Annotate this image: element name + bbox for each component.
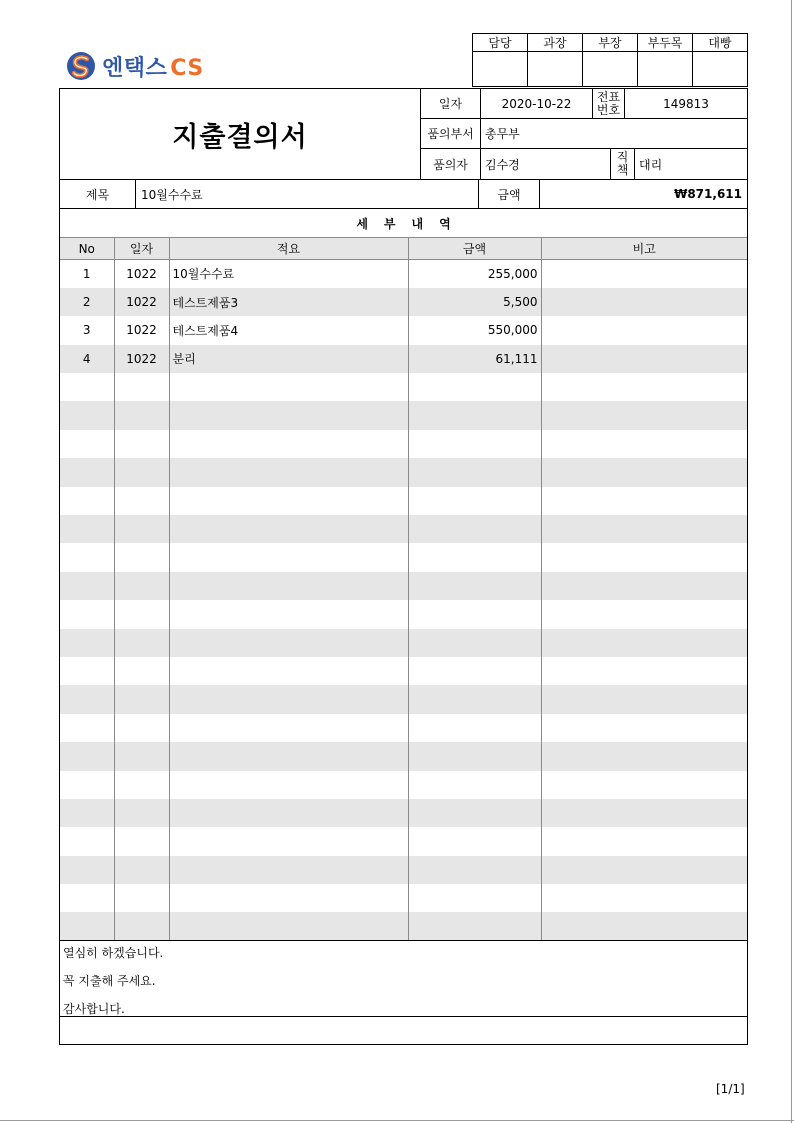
table-row <box>60 430 747 458</box>
table-row <box>60 515 747 543</box>
table-row <box>60 458 747 486</box>
remark-line: 꼭 지출해 주세요. <box>63 974 156 988</box>
row-note <box>541 827 747 855</box>
details-title: 세부내역 <box>60 208 747 237</box>
subject-label: 제목 <box>85 187 110 202</box>
row-note <box>541 799 747 827</box>
column-header: 일자 <box>114 238 169 260</box>
row-date <box>114 487 169 515</box>
approval-signature-cell[interactable] <box>583 52 638 87</box>
approval-box <box>472 33 748 87</box>
position-label: 직 책 <box>616 150 629 177</box>
row-date <box>114 629 169 657</box>
table-row <box>60 771 747 799</box>
row-note <box>541 657 747 685</box>
logo-korean: 엔택스 <box>102 55 168 81</box>
approval-header: 부장 <box>583 34 638 52</box>
row-amount: 5,500 <box>408 288 541 316</box>
table-row <box>60 572 747 600</box>
row-description <box>169 856 408 884</box>
row-note <box>541 543 747 571</box>
row-amount <box>408 827 541 855</box>
requester-value: 김수경 <box>485 157 520 172</box>
footer-row <box>59 1016 748 1045</box>
row-no: 1 <box>82 266 91 281</box>
table-row <box>60 799 747 827</box>
table-row <box>60 260 747 288</box>
row-no <box>60 373 114 401</box>
row-amount <box>408 572 541 600</box>
row-date <box>114 515 169 543</box>
date-label: 일자 <box>438 97 463 111</box>
row-date: 1022 <box>114 316 169 344</box>
row-note <box>541 487 747 515</box>
row-description: 분리 <box>169 345 408 373</box>
row-no <box>60 771 114 799</box>
row-description <box>169 373 408 401</box>
row-amount <box>408 600 541 628</box>
row-description: 10월수수료 <box>169 260 408 288</box>
date-value: 2020-10-22 <box>501 96 572 111</box>
table-row <box>60 856 747 884</box>
row-date: 1022 <box>114 288 169 316</box>
row-no <box>60 742 114 770</box>
row-description <box>169 657 408 685</box>
row-note <box>541 600 747 628</box>
row-date <box>114 373 169 401</box>
s-swirl-logo-icon <box>66 51 96 81</box>
row-no <box>60 657 114 685</box>
row-description <box>169 714 408 742</box>
details-table <box>60 237 747 941</box>
row-date <box>114 771 169 799</box>
remark-line: 열심히 하겠습니다. <box>63 946 164 960</box>
row-no <box>60 572 114 600</box>
row-note <box>541 288 747 316</box>
row-date <box>114 685 169 713</box>
table-row <box>60 600 747 628</box>
row-amount: 61,111 <box>408 345 541 373</box>
row-note <box>541 856 747 884</box>
dept-label: 품의부서 <box>427 127 474 141</box>
row-no: 2 <box>60 288 114 316</box>
row-description <box>169 629 408 657</box>
dept-value: 총무부 <box>485 127 520 141</box>
row-note <box>541 316 747 344</box>
table-row <box>60 629 747 657</box>
row-no <box>60 430 114 458</box>
row-no <box>60 600 114 628</box>
table-row <box>60 316 747 344</box>
row-note <box>541 430 747 458</box>
row-description <box>169 799 408 827</box>
row-amount <box>408 458 541 486</box>
row-note <box>541 373 747 401</box>
table-row <box>60 714 747 742</box>
row-date <box>114 572 169 600</box>
row-no <box>60 515 114 543</box>
row-no <box>60 714 114 742</box>
document-header <box>59 88 748 180</box>
column-header: 비고 <box>541 238 747 260</box>
approval-header: 부두목 <box>638 34 693 52</box>
row-description <box>169 685 408 713</box>
table-row <box>60 487 747 515</box>
row-amount <box>408 487 541 515</box>
approval-header: 과장 <box>528 34 583 52</box>
approval-header: 대빵 <box>693 34 748 52</box>
row-amount <box>408 629 541 657</box>
row-date <box>114 912 169 940</box>
column-header: 금액 <box>408 238 541 260</box>
row-date: 1022 <box>114 260 169 288</box>
row-no <box>60 685 114 713</box>
row-amount <box>408 771 541 799</box>
row-no <box>60 458 114 486</box>
row-description <box>169 543 408 571</box>
table-row <box>60 401 747 429</box>
row-description <box>169 742 408 770</box>
row-description <box>169 572 408 600</box>
row-amount <box>408 884 541 912</box>
details-section <box>59 208 748 941</box>
subject-value: 10월수수료 <box>141 187 203 202</box>
approval-header: 담당 <box>473 34 528 52</box>
row-note <box>541 458 747 486</box>
position-value: 대리 <box>639 157 663 172</box>
voucher-label: 전표 번호 <box>596 89 621 117</box>
table-row <box>60 912 747 940</box>
row-note <box>541 912 747 940</box>
row-no <box>60 799 114 827</box>
row-note <box>541 260 747 288</box>
row-description <box>169 827 408 855</box>
approval-signature-cell[interactable] <box>528 52 583 87</box>
table-row <box>60 373 747 401</box>
row-amount <box>408 543 541 571</box>
row-note <box>541 401 747 429</box>
row-description <box>169 401 408 429</box>
table-row <box>60 685 747 713</box>
approval-signature-cell[interactable] <box>638 52 693 87</box>
row-date <box>114 543 169 571</box>
row-date <box>114 827 169 855</box>
row-date: 1022 <box>114 345 169 373</box>
table-row <box>60 657 747 685</box>
table-row <box>60 884 747 912</box>
row-description: 테스트제품3 <box>169 288 408 316</box>
row-description <box>169 487 408 515</box>
row-note <box>541 884 747 912</box>
row-date <box>114 600 169 628</box>
remark-line: 감사합니다. <box>63 1002 125 1016</box>
table-row <box>60 288 747 316</box>
row-amount <box>408 515 541 543</box>
row-no <box>60 912 114 940</box>
row-description <box>169 600 408 628</box>
row-description <box>169 912 408 940</box>
row-date <box>114 856 169 884</box>
table-row <box>60 742 747 770</box>
row-description <box>169 458 408 486</box>
row-amount <box>408 912 541 940</box>
row-date <box>114 799 169 827</box>
logo-cs: CS <box>170 55 204 81</box>
row-date <box>114 884 169 912</box>
row-amount <box>408 856 541 884</box>
table-row <box>60 827 747 855</box>
column-header: 적요 <box>169 238 408 260</box>
row-amount: 255,000 <box>408 260 541 288</box>
table-header-row <box>60 238 747 260</box>
column-header: No <box>60 238 114 260</box>
row-date <box>114 430 169 458</box>
total-amount: ₩871,611 <box>674 187 742 201</box>
row-amount <box>408 714 541 742</box>
row-no <box>60 827 114 855</box>
row-amount <box>408 685 541 713</box>
row-description <box>169 430 408 458</box>
row-no <box>60 487 114 515</box>
row-note <box>541 515 747 543</box>
row-note <box>541 714 747 742</box>
voucher-number: 149813 <box>663 96 709 111</box>
amount-label: 금액 <box>497 187 521 202</box>
row-note <box>541 345 747 373</box>
row-note <box>541 629 747 657</box>
subject-row <box>59 179 748 209</box>
row-amount <box>408 430 541 458</box>
row-description: 테스트제품4 <box>169 316 408 344</box>
row-amount <box>408 401 541 429</box>
page-edge <box>0 1120 794 1121</box>
row-date <box>114 401 169 429</box>
row-no: 3 <box>82 323 91 338</box>
row-description <box>169 884 408 912</box>
row-note <box>541 685 747 713</box>
company-logo <box>66 50 204 82</box>
row-amount <box>408 799 541 827</box>
row-no <box>60 401 114 429</box>
row-no: 4 <box>60 345 114 373</box>
approval-signature-cell[interactable] <box>693 52 748 87</box>
row-no <box>60 884 114 912</box>
row-amount: 550,000 <box>408 316 541 344</box>
document-title: 지출결의서 <box>172 121 308 153</box>
requester-label: 품의자 <box>433 157 468 172</box>
approval-signature-cell[interactable] <box>473 52 528 87</box>
row-no <box>60 543 114 571</box>
row-amount <box>408 373 541 401</box>
row-description <box>169 515 408 543</box>
row-date <box>114 458 169 486</box>
row-date <box>114 657 169 685</box>
table-row <box>60 345 747 373</box>
row-note <box>541 742 747 770</box>
row-date <box>114 714 169 742</box>
logo-text <box>102 51 204 82</box>
row-no <box>60 629 114 657</box>
row-no <box>60 856 114 884</box>
row-date <box>114 742 169 770</box>
row-description <box>169 771 408 799</box>
row-amount <box>408 657 541 685</box>
row-note <box>541 771 747 799</box>
remarks-box <box>59 940 748 1017</box>
page-edge <box>791 0 792 1123</box>
table-row <box>60 543 747 571</box>
page-number: [1/1] <box>716 1082 745 1096</box>
row-note <box>541 572 747 600</box>
row-amount <box>408 742 541 770</box>
